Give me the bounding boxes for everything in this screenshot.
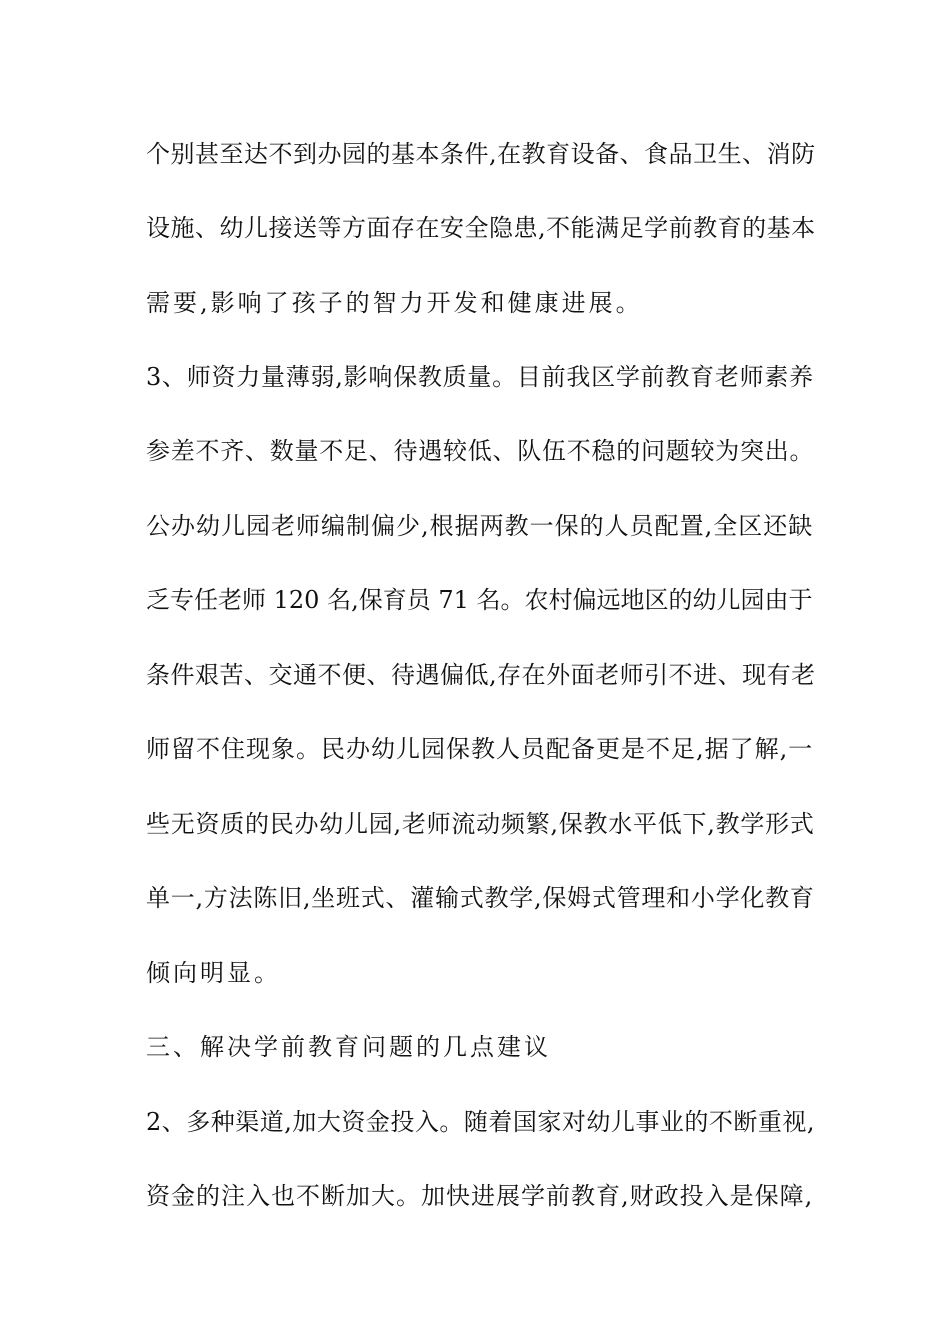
text-line-2: 设施、幼儿接送等方面存在安全隐患,不能满足学前教育的基本 [146,214,816,242]
text-line-6: 公办幼儿园老师编制偏少,根据两教一保的人员配置,全区还缺 [146,512,814,540]
text-line-3: 需要,影响了孩子的智力开发和健康进展。 [146,289,643,317]
text-line-1: 个别甚至达不到办园的基本条件,在教育设备、食品卫生、消防 [146,140,816,168]
text-line-11: 单一,方法陈旧,坐班式、灌输式教学,保姆式管理和小学化教育 [146,884,815,912]
text-line-5: 参差不齐、数量不足、待遇较低、队伍不稳的问题较为突出。 [146,437,815,465]
text-line-9: 师留不住现象。民办幼儿园保教人员配备更是不足,据了解,一 [146,735,814,763]
text-line-12: 倾向明显。 [146,959,281,987]
text-line-4: 3、师资力量薄弱,影响保教质量。目前我区学前教育老师素养 [146,363,814,391]
text-line-7: 乏专任老师 120 名,保育员 71 名。农村偏远地区的幼儿园由于 [146,586,813,614]
text-line-15: 资金的注入也不断加大。加快进展学前教育,财政投入是保障, [146,1182,814,1210]
text-line-14: 2、多种渠道,加大资金投入。随着国家对幼儿事业的不断重视, [146,1108,816,1136]
text-line-8: 条件艰苦、交通不便、待遇偏低,存在外面老师引不进、现有老 [146,661,816,689]
text-line-10: 些无资质的民办幼儿园,老师流动频繁,保教水平低下,教学形式 [146,810,815,838]
section-heading: 三、解决学前教育问题的几点建议 [146,1033,551,1061]
